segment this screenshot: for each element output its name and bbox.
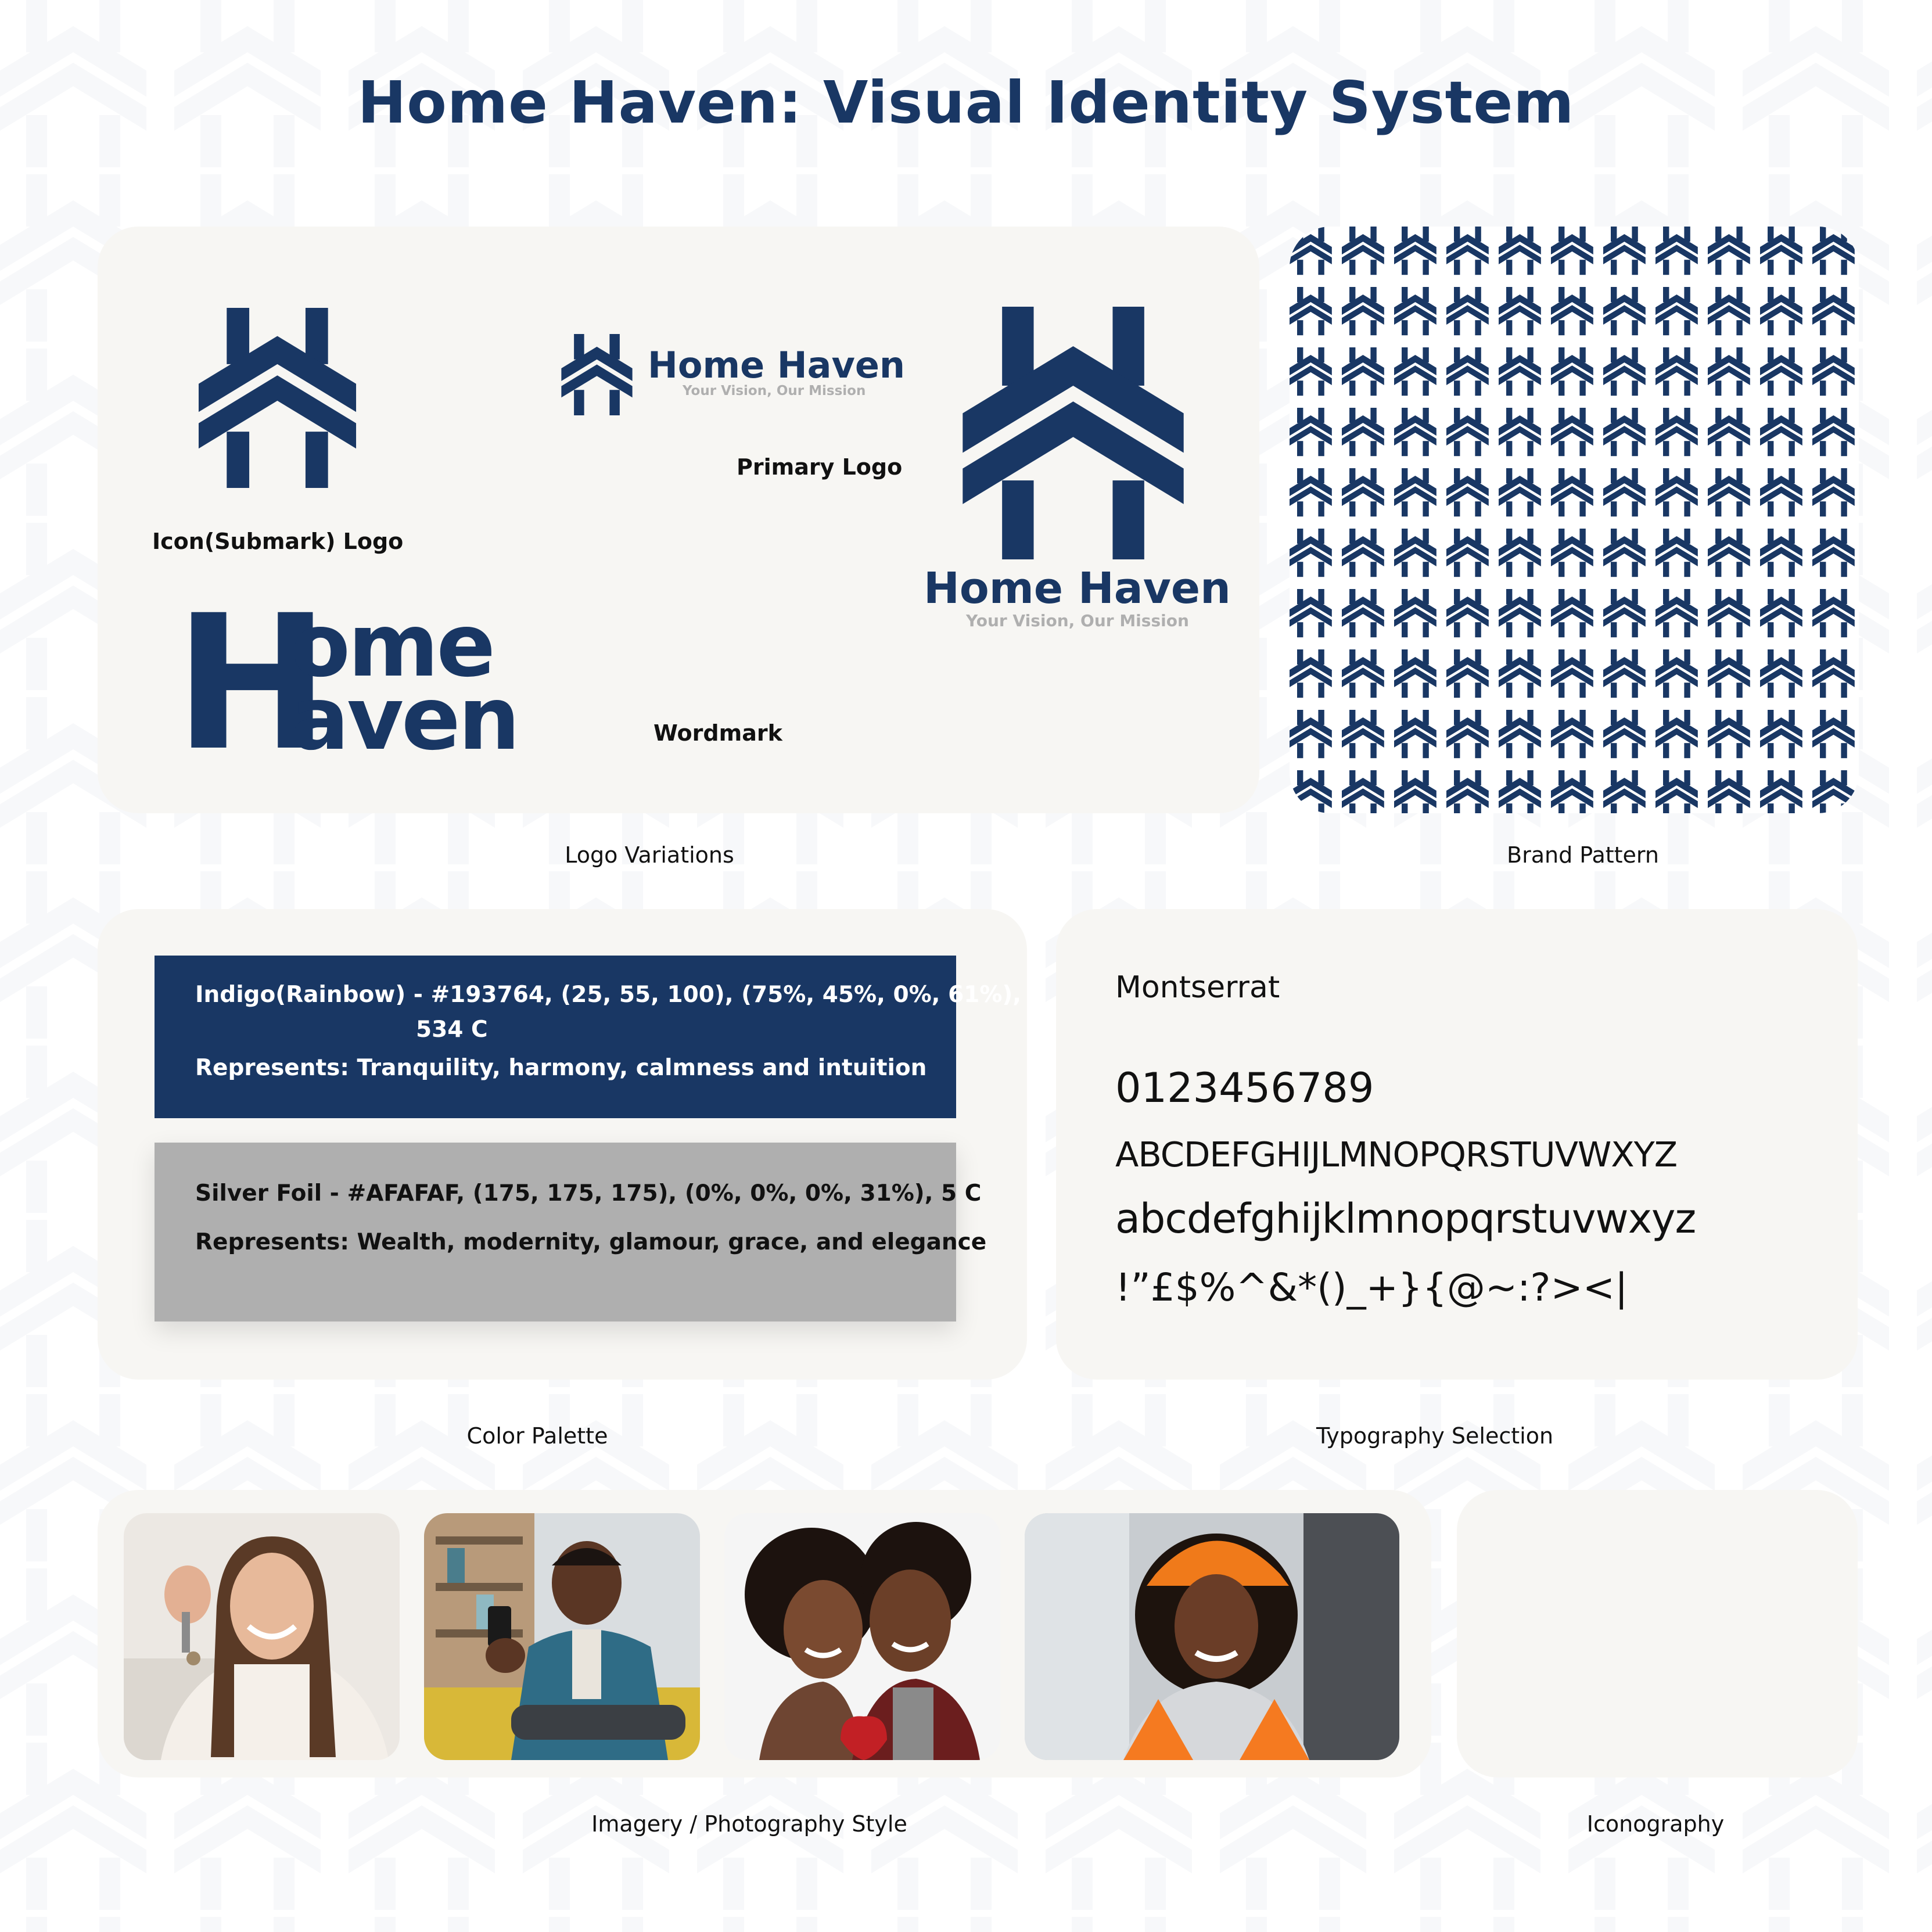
type-symbols: !”£$%^&*()_+}{@~:?><| [1115,1265,1628,1310]
silver-swatch-represents: Represents: Wealth, modernity, glamour, grace, and elegance [195,1229,987,1255]
iconography-panel [1457,1490,1858,1777]
photo-couple-with-heart [724,1513,1000,1760]
logo-variations-caption: Logo Variations [565,842,734,868]
indigo-swatch-pantone: 534 C [416,1017,488,1043]
iconography-caption: Iconography [1586,1811,1725,1837]
typography-caption: Typography Selection [1316,1423,1554,1449]
primary-logo-large-name: Home Haven [924,563,1231,613]
primary-logo-large-tagline: Your Vision, Our Mission [966,611,1189,630]
typeface-name: Montserrat [1115,970,1280,1005]
icon-logo-label: Icon(Submark) Logo [152,529,404,554]
primary-logo-small-icon [561,334,633,415]
page-title: Home Haven: Visual Identity System [357,69,1575,137]
primary-logo-large-icon [961,307,1185,559]
submark-logo-icon [197,308,357,488]
photo-woman-with-keys [124,1513,400,1760]
type-lowercase: abcdefghijklmnopqrstuvwxyz [1115,1195,1696,1242]
indigo-swatch-values: Indigo(Rainbow) - #193764, (25, 55, 100), (75%, 45%, 0%, 61%), [195,982,1022,1008]
primary-logo-label: Primary Logo [737,454,903,480]
wordmark-label: Wordmark [653,720,782,746]
brand-pattern-caption: Brand Pattern [1507,842,1659,868]
silver-color-swatch [155,1143,987,1321]
indigo-color-swatch [155,956,1022,1118]
imagery-caption: Imagery / Photography Style [591,1811,907,1837]
color-palette-caption: Color Palette [466,1423,608,1449]
wordmark-initial: H [174,576,325,792]
type-numerals: 0123456789 [1115,1064,1374,1112]
silver-swatch-values: Silver Foil - #AFAFAF, (175, 175, 175), (0%, 0%, 0%, 31%), 5 C [195,1180,982,1206]
brand-pattern-swatch [1290,227,1859,813]
primary-logo-small-tagline: Your Vision, Our Mission [683,383,866,398]
wordmark-line-1: ome [290,595,494,696]
photo-worker-in-hard-hat [1025,1513,1399,1760]
wordmark-logo [174,576,569,792]
wordmark-line-2: aven [290,669,518,770]
photo-man-with-phone [424,1513,700,1760]
indigo-swatch-represents: Represents: Tranquility, harmony, calmness and intuition [195,1055,927,1081]
primary-logo-small-name: Home Haven [648,344,906,386]
type-uppercase: ABCDEFGHIJLMNOPQRSTUVWXYZ [1115,1134,1678,1175]
